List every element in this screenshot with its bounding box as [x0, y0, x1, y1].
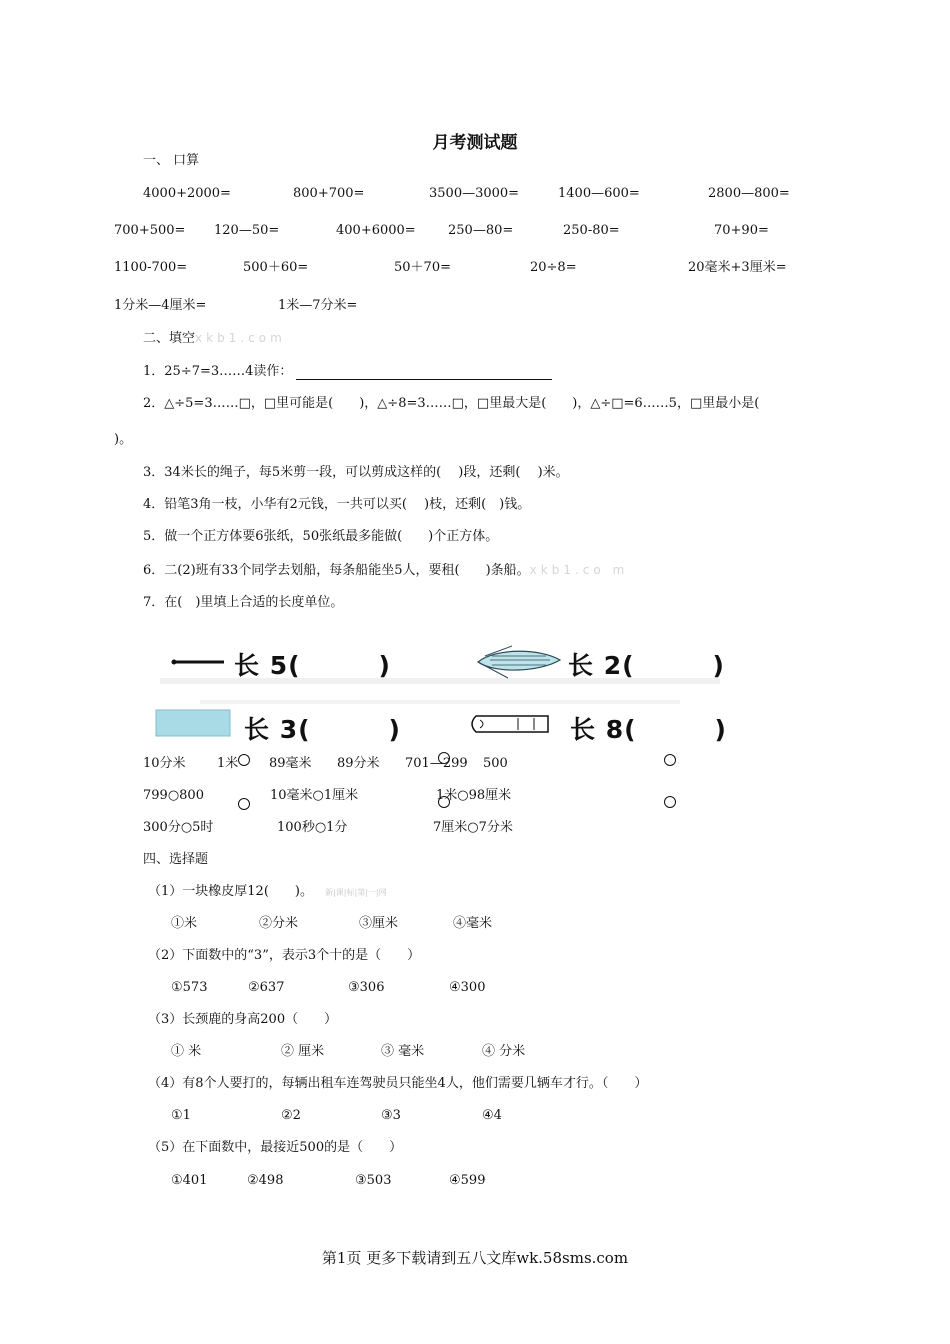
- watermark: 新|课|标|第|一|网: [325, 888, 387, 897]
- finger-icon: [472, 716, 548, 732]
- calc-item: 400+6000=: [336, 223, 416, 238]
- label-finger-length: 长 8( ): [570, 715, 727, 744]
- choice-option[interactable]: ③306: [348, 980, 385, 995]
- question-6: 6．二(2)班有33个同学去划船，每条船能坐5人，要租( )条船。xkb1.co m: [143, 563, 629, 578]
- compare-item: 89毫米: [269, 756, 312, 771]
- compare-item: 799○800: [143, 788, 204, 803]
- calc-item: 700+500=: [114, 223, 186, 238]
- calc-item: 800+700=: [293, 186, 365, 201]
- choice-option[interactable]: ④毫米: [453, 916, 493, 931]
- calc-item: 1分米—4厘米=: [114, 298, 207, 313]
- choice-option[interactable]: ②498: [247, 1173, 284, 1188]
- eraser-icon: [156, 710, 230, 736]
- compare-item: 500: [483, 756, 508, 771]
- calc-item: 1米—7分米=: [278, 298, 358, 313]
- calc-item: 20÷8=: [530, 260, 577, 275]
- calc-item: 2800—800=: [708, 186, 790, 201]
- choice-question-3: （3）长颈鹿的身高200（ ）: [148, 1012, 338, 1027]
- question-5: 5．做一个正方体要6张纸，50张纸最多能做( )个正方体。: [143, 529, 499, 544]
- question-3: 3．34米长的绳子，每5米剪一段，可以剪成这样的( )段，还剩( )米。: [143, 465, 569, 480]
- compare-item: 1米○98厘米: [436, 788, 512, 803]
- calc-item: 250-80=: [563, 223, 620, 238]
- label-eraser-length: 长 3( ): [244, 715, 401, 744]
- choice-option[interactable]: ④599: [449, 1173, 486, 1188]
- compare-circle: [238, 754, 250, 766]
- calc-item: 1100-700=: [114, 260, 188, 275]
- choice-question-4: （4）有8个人要打的，每辆出租车连驾驶员只能坐4人，他们需要几辆车才行。（ ）: [148, 1076, 648, 1091]
- watermark: xkb1.com: [195, 331, 286, 345]
- choice-option[interactable]: ①米: [171, 916, 198, 931]
- choice-option[interactable]: ②637: [248, 980, 285, 995]
- choice-option[interactable]: ①573: [171, 980, 208, 995]
- label-corn-length: 长 2( ): [568, 651, 725, 680]
- choice-option[interactable]: ②2: [281, 1108, 301, 1123]
- answer-line: [296, 365, 552, 380]
- label-nail-length: 长 5( ): [234, 651, 391, 680]
- calc-item: 1400—600=: [558, 186, 640, 201]
- calc-item: 4000+2000=: [143, 186, 231, 201]
- corn-icon: [478, 646, 560, 678]
- choice-option[interactable]: ③3: [381, 1108, 401, 1123]
- choice-question-1: （1）一块橡皮厚12( )。 新|课|标|第|一|网: [148, 884, 387, 899]
- calc-item: 120—50=: [214, 223, 280, 238]
- choice-option[interactable]: ①401: [171, 1173, 208, 1188]
- section-heading-fill: 二、填空xkb1.com: [143, 331, 286, 346]
- compare-item: 300分○5时: [143, 820, 214, 835]
- choice-option[interactable]: ①1: [171, 1108, 191, 1123]
- calc-item: 20毫米+3厘米=: [688, 260, 787, 275]
- calc-item: 500＋60=: [243, 260, 309, 275]
- choice-option[interactable]: ④300: [449, 980, 486, 995]
- calc-item: 70+90=: [714, 223, 769, 238]
- question-2: 2．△÷5=3……□，□里可能是( )，△÷8=3……□，□里最大是( )，△÷□=6……5，□里最小是(: [143, 396, 760, 411]
- watermark: xkb1.co m: [529, 563, 629, 577]
- question-4: 4．铅笔3角一枝，小华有2元钱，一共可以买( )枝，还剩( )钱。: [143, 497, 531, 512]
- calc-item: 50＋70=: [394, 260, 451, 275]
- choice-option[interactable]: ③ 毫米: [381, 1044, 425, 1059]
- compare-item: 100秒○1分: [277, 820, 348, 835]
- choice-option[interactable]: ③厘米: [359, 916, 399, 931]
- compare-item: 89分米: [337, 756, 380, 771]
- choice-option[interactable]: ②分米: [259, 916, 299, 931]
- scan-noise: [200, 700, 680, 704]
- choice-question-2: （2）下面数中的“3”，表示3个十的是（ ）: [148, 948, 421, 963]
- choice-question-5: （5）在下面数中，最接近500的是（ ）: [148, 1140, 403, 1155]
- choice-option[interactable]: ① 米: [171, 1044, 202, 1059]
- compare-item: 7厘米○7分米: [433, 820, 513, 835]
- compare-item: 10毫米○1厘米: [270, 788, 359, 803]
- measure-figure: [140, 638, 740, 748]
- section-heading-oral: 一、 口算: [143, 153, 200, 168]
- calc-item: 250—80=: [448, 223, 514, 238]
- question-7: 7．在( )里填上合适的长度单位。: [143, 595, 344, 610]
- compare-circle: [664, 754, 676, 766]
- nail-icon: [172, 660, 225, 665]
- choice-option[interactable]: ④4: [482, 1108, 502, 1123]
- compare-item: 10分米: [143, 756, 186, 771]
- compare-circle: [238, 798, 250, 810]
- page-title: 月考测试题: [432, 133, 518, 153]
- calc-item: 3500—3000=: [429, 186, 520, 201]
- compare-circle: [664, 796, 676, 808]
- choice-option[interactable]: ③503: [355, 1173, 392, 1188]
- compare-item: 1米: [217, 756, 239, 771]
- compare-item: 701—299: [405, 756, 468, 771]
- question-1: 1．25÷7=3……4读作：: [143, 364, 552, 380]
- choice-option[interactable]: ② 厘米: [281, 1044, 325, 1059]
- choice-option[interactable]: ④ 分米: [482, 1044, 526, 1059]
- question-2-end: )。: [114, 432, 133, 447]
- section-heading-choice: 四、选择题: [143, 852, 209, 867]
- page-footer: 第1页 更多下载请到五八文库wk.58sms.com: [321, 1249, 629, 1267]
